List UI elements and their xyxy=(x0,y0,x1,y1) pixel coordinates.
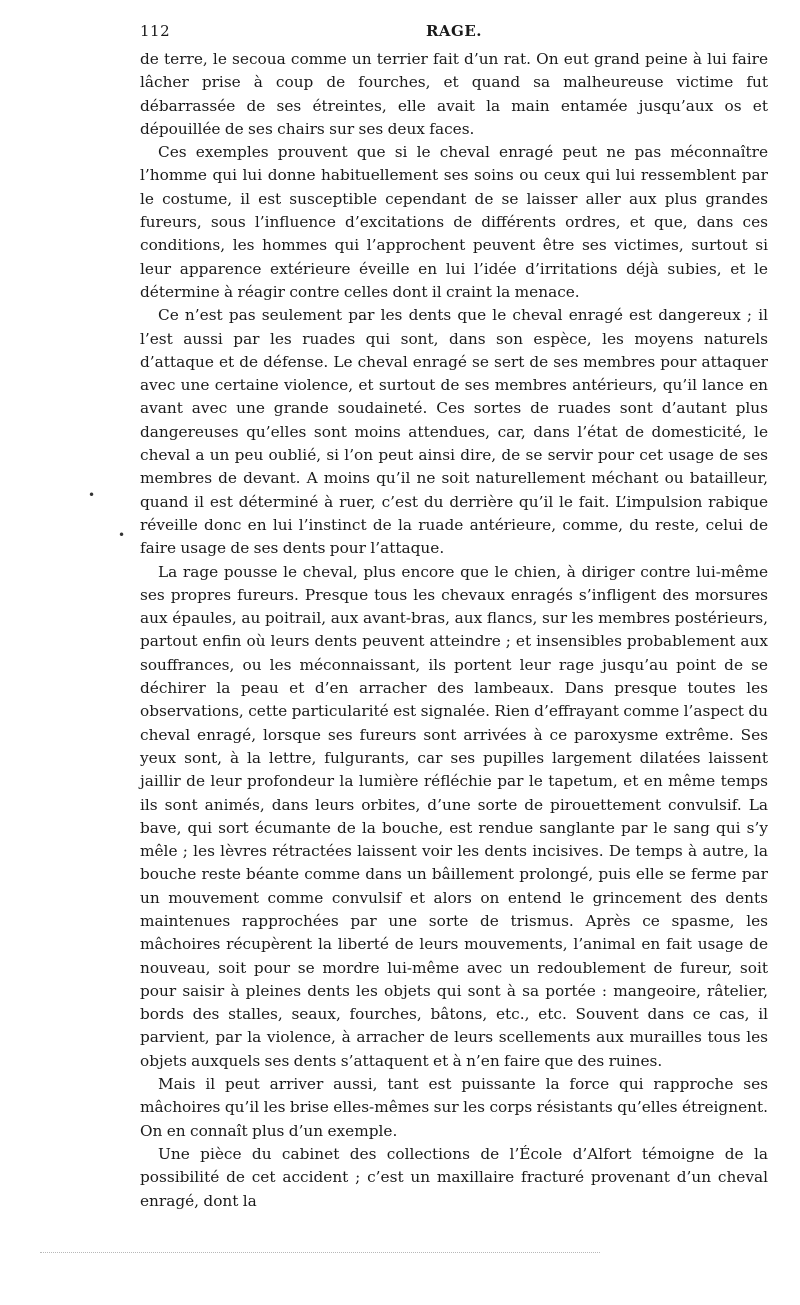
scan-bottom-noise xyxy=(40,1252,600,1253)
scan-speck: • xyxy=(88,488,96,502)
paragraph: La rage pousse le cheval, plus encore que le chien, à diriger contre lui-même ses propres fureurs. Presque tous les chevaux enragés s’infligent des morsures aux épaules, au poitrail, aux avant-bras, aux flancs, sur les membres postérieurs, partout enfin où leurs dents peuvent atteindre ; et insensibles probablement aux souffrances, ou les méconnaissant, ils portent leur rage jusqu’au point de se déchirer la peau et d’en arracher des lambeaux. Dans presque toutes les observations, cette particularité est signalée. Rien d’effrayant comme l’aspect du cheval enragé, lorsque ses fureurs sont arrivées à ce paroxysme extrême. Ses yeux sont, à la lettre, fulgurants, car ses pupilles largement dilatées laissent jaillir de leur profondeur la lumière réfléchie par le tapetum, et en même temps ils sont animés, dans leurs orbites, d’une sorte de pirouettement convulsif. La bave, qui sort écumante de la bouche, est rendue sanglante par le sang qui s’y mêle ; les lèvres rétractées laissent voir les dents incisives. De temps à autre, la bouche reste béante comme dans un bâillement prolongé, puis elle se ferme par un mouvement comme convulsif et alors on entend le grincement des dents maintenues rapprochées par une sorte de trismus. Après ce spasme, les mâchoires récupèrent la liberté de leurs mouvements, l’animal en fait usage de nouveau, soit pour se mordre lui-même avec un redoublement de fureur, soit pour saisir à pleines dents les objets qui sont à sa portée : mangeoire, râtelier, bords des stalles, seaux, fourches, bâtons, etc., etc. Souvent dans ce cas, il parvient, par la violence, à arracher de leurs scellements aux murailles tous les objets auxquels ses dents s’attaquent et à n’en faire que des ruines. xyxy=(140,562,768,1070)
paragraph: Ces exemples prouvent que si le cheval enragé peut ne pas méconnaître l’homme qui lui donne habituellement ses soins ou ceux qui lui ressemblent par le costume, il est susceptible cependant de se laisser aller aux plus grandes fureurs, sous l’influence d’excitations de différents ordres, et que, dans ces conditions, les hommes qui l’approchent peuvent être ses victimes, surtout si leur apparence extérieure éveille en lui l’idée d’irritations déjà subies, et le détermine à réagir contre celles dont il craint la menace. xyxy=(140,143,768,301)
body-text xyxy=(140,48,768,1213)
running-title: RAGE. xyxy=(425,22,483,40)
paragraph-continuation: de terre, le secoua comme un terrier fait d’un rat. On eut grand peine à lui faire lâcher prise à coup de fourches, et quand sa malheureuse victime fut débarrassée de ses étreintes, elle avait la main entamée jusqu’aux os et dépouillée de ses chairs sur ses deux faces. xyxy=(140,50,768,138)
page-number: 112 xyxy=(140,22,171,40)
paragraph: Ce n’est pas seulement par les dents que le cheval enragé est dangereux ; il l’est aussi par les ruades qui sont, dans son espèce, les moyens naturels d’attaque et de défense. Le cheval enragé se sert de ses membres pour attaquer avec une certaine violence, et surtout de ses membres antérieurs, qu’il lance en avant avec une grande soudaineté. Ces sortes de ruades sont d’autant plus dangereuses qu’elles sont moins attendues, car, dans l’état de domesticité, le cheval a un peu oublié, si l’on peut ainsi dire, de se servir pour cet usage de ses membres de devant. A moins qu’il ne soit naturellement méchant ou batailleur, quand il est déterminé à ruer, c’est du derrière qu’il le fait. L’impulsion rabique réveille donc en lui l’instinct de la ruade antérieure, comme, du reste, celui de faire usage de ses dents pour l’attaque. xyxy=(140,306,768,558)
book-page xyxy=(140,22,768,1282)
running-header xyxy=(140,22,768,48)
paragraph: Une pièce du cabinet des collections de l’École d’Alfort témoigne de la possibilité de cet accident ; c’est un maxillaire fracturé provenant d’un cheval enragé, dont la xyxy=(140,1144,768,1210)
scan-speck: • xyxy=(118,528,126,542)
paragraph: Mais il peut arriver aussi, tant est puissante la force qui rapproche ses mâchoires qu’il les brise elles-mêmes sur les corps résistants qu’elles étreignent. On en connaît plus d’un exemple. xyxy=(140,1075,768,1140)
